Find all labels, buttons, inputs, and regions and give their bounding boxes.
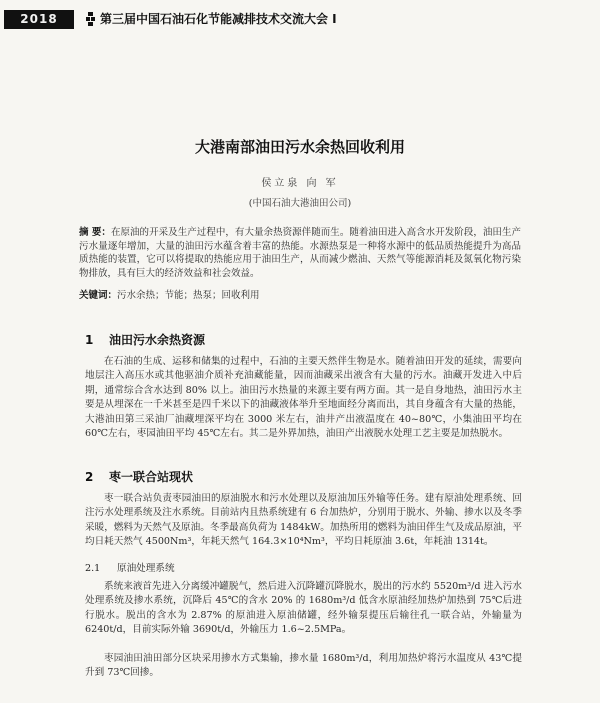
- paper-authors: 侯立泉 向 军: [261, 178, 339, 189]
- subsection-number: 2.1: [85, 563, 101, 574]
- section-1-paragraph: 在石油的生成、运移和储集的过程中，石油的主要天然伴生物是水。随着油田开发的延续，需要向地层注入高压水或其他驱油介质补充油藏能量，因而油藏采出液含有大量的污水。油藏开发进入中后期，通常综合含水达到 80% 以上。油田污水热量的来源主要有两方面。其一是自身地热，油田污水主要是从埋深在一千米甚至是四千米以下的油藏液体举升至地面经分离而出，其自身蕴含有大量的热能，大港油田第三采油厂油藏埋深平均在 3000 米左右，油井产出液温度在 40~80℃，小集油田平均在 60℃左右，枣园油田平均 45℃左右。其二是外界加热，油田产出液脱水处理工艺主要是加热脱水。: [85, 356, 522, 440]
- abstract: [79, 226, 521, 280]
- header-diamond-icon: [86, 12, 95, 26]
- section-number: 2: [85, 470, 94, 484]
- subsection-2-1-paragraph-1: 系统来液首先进入分离缓冲罐脱气，然后进入沉降罐沉降脱水，脱出的污水约 5520m³/d 进入污水处理系统及掺水系统，沉降后 45℃的含水 20% 的 1680m³/d 低含水原油经加热炉加热到 75℃后进行脱水。脱出的含水为 2.87% 的原油进入原油储罐，经外输泵提压后输往孔一联合站，外输量为 6240t/d，目前实际外输 3690t/d，外输压力 1.6~2.5MPa。: [85, 581, 522, 636]
- section-2-heading: [85, 468, 193, 485]
- paper-affiliation: (中国石油大港油田公司): [248, 198, 352, 209]
- keywords: [79, 289, 521, 303]
- subsection-2-1-paragraph-2: 枣园油田油田部分区块采用掺水方式集输，掺水量 1680m³/d，利用加热炉将污水温度从 43℃提升到 73℃回掺。: [85, 653, 522, 679]
- abstract-text: 在原油的开采及生产过程中，有大量余热资源伴随而生。随着油田进入高含水开发阶段，油田生产污水量逐年增加，大量的油田污水蕴含着丰富的热能。水源热泵是一种将水源中的低品质热能提升为高品质热能的装置，它可以将提取的热能应用于油田生产，从而减少燃油、天然气等能源消耗及氮氧化物污染物排放，具有巨大的经济效益和社会效益。: [79, 227, 521, 279]
- keywords-label: 关键词：: [79, 290, 118, 301]
- section-title: 枣一联合站现状: [109, 470, 194, 484]
- subsection-title: 原油处理系统: [117, 563, 175, 574]
- paper-title: 大港南部油田污水余热回收利用: [194, 138, 405, 156]
- keywords-text: 污水余热；节能；热泵；回收利用: [117, 290, 260, 301]
- section-title: 油田污水余热资源: [109, 333, 206, 347]
- section-number: 1: [85, 333, 94, 347]
- header-conference-title: 第三届中国石油石化节能减排技术交流大会 I: [100, 12, 337, 26]
- section-1-heading: [85, 331, 205, 348]
- header-year-badge: 2018: [4, 10, 74, 29]
- abstract-label: 摘 要：: [79, 227, 111, 238]
- subsection-2-1-heading: [85, 560, 175, 574]
- section-2-paragraph: 枣一联合站负责枣园油田的原油脱水和污水处理以及原油加压外输等任务。建有原油处理系统、回注污水处理系统及注水系统。目前站内且热系统建有 6 台加热炉，分别用于脱水、外输、掺水以及冬季采暖，燃料为天然气及原油。冬季最高负荷为 1484kW。加热所用的燃料为油田伴生气及成品原油，平均日耗天然气 4500Nm³，年耗天然气 164.3×10⁴Nm³，平均日耗原油 3.6t，年耗油 1314t。: [85, 493, 522, 548]
